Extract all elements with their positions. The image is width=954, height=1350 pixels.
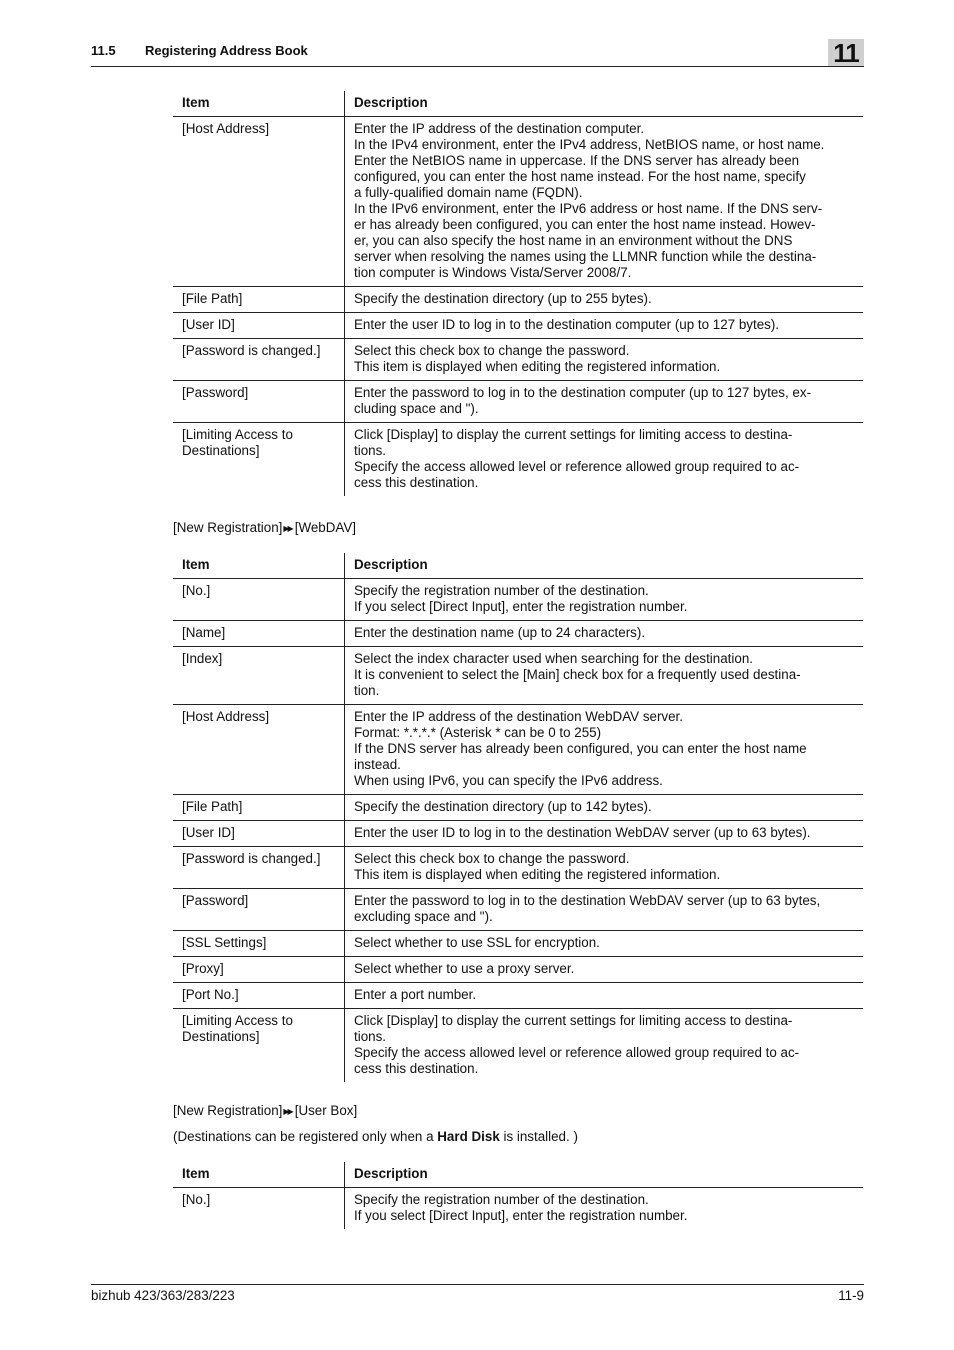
item-cell: [Limiting Access to Destinations] bbox=[173, 423, 345, 497]
table-row bbox=[173, 983, 863, 1009]
description-cell bbox=[345, 795, 864, 821]
user-box-settings-table bbox=[173, 1162, 863, 1229]
breadcrumb-parent: [New Registration] bbox=[173, 1103, 283, 1118]
item-cell: [Password is changed.] bbox=[173, 847, 345, 889]
description-line: cluding space and "). bbox=[354, 401, 479, 416]
table-row bbox=[173, 621, 863, 647]
description-cell bbox=[345, 1188, 864, 1230]
description-line: Select this check box to change the password. bbox=[354, 343, 630, 358]
description-line: If you select [Direct Input], enter the registration number. bbox=[354, 599, 688, 614]
chapter-badge: 11 bbox=[828, 39, 864, 66]
description-line: tions. bbox=[354, 443, 387, 458]
description-line: Enter the password to log in to the destination WebDAV server (up to 63 bytes, bbox=[354, 893, 821, 908]
description-cell bbox=[345, 1009, 864, 1083]
table-row bbox=[173, 423, 863, 497]
description-line: Enter the IP address of the destination computer. bbox=[354, 121, 645, 136]
double-arrow-icon: ▶▶ bbox=[283, 524, 292, 533]
breadcrumb-parent: [New Registration] bbox=[173, 520, 283, 535]
description-line: In the IPv4 environment, enter the IPv4 address, NetBIOS name, or host name. bbox=[354, 137, 825, 152]
column-header-description: Description bbox=[345, 91, 864, 117]
item-cell: [File Path] bbox=[173, 795, 345, 821]
description-line: Specify the destination directory (up to 255 bytes). bbox=[354, 291, 652, 306]
description-cell bbox=[345, 847, 864, 889]
section-title: Registering Address Book bbox=[145, 43, 308, 58]
description-line: er has already been configured, you can enter the host name instead. Howev- bbox=[354, 217, 816, 232]
model-name: bizhub 423/363/283/223 bbox=[91, 1288, 235, 1303]
description-line: Specify the access allowed level or reference allowed group required to ac- bbox=[354, 459, 800, 474]
description-line: Select whether to use SSL for encryption. bbox=[354, 935, 600, 950]
table-header-row bbox=[173, 1162, 863, 1188]
section-number: 11.5 bbox=[91, 43, 116, 58]
breadcrumb-user-box bbox=[173, 1103, 357, 1118]
table-row bbox=[173, 647, 863, 705]
description-line: tion. bbox=[354, 683, 380, 698]
item-cell: [Index] bbox=[173, 647, 345, 705]
table-row bbox=[173, 821, 863, 847]
description-line: If the DNS server has already been configured, you can enter the host name bbox=[354, 741, 807, 756]
table-row bbox=[173, 287, 863, 313]
table-row bbox=[173, 339, 863, 381]
description-line: Enter the user ID to log in to the destination WebDAV server (up to 63 bytes). bbox=[354, 825, 811, 840]
table-row bbox=[173, 931, 863, 957]
description-cell bbox=[345, 313, 864, 339]
description-cell bbox=[345, 339, 864, 381]
webdav-settings-table bbox=[173, 553, 863, 1082]
table-row bbox=[173, 117, 863, 287]
description-line: Format: *.*.*.* (Asterisk * can be 0 to 255) bbox=[354, 725, 602, 740]
description-cell bbox=[345, 621, 864, 647]
description-line: Enter the NetBIOS name in uppercase. If the DNS server has already been bbox=[354, 153, 800, 168]
table-header-row bbox=[173, 553, 863, 579]
description-cell bbox=[345, 117, 864, 287]
description-line: cess this destination. bbox=[354, 475, 479, 490]
page-header bbox=[91, 40, 864, 67]
item-cell: [No.] bbox=[173, 579, 345, 621]
description-line: Enter the IP address of the destination WebDAV server. bbox=[354, 709, 683, 724]
description-line: server when resolving the names using the LLMNR function while the destina- bbox=[354, 249, 817, 264]
description-line: Specify the registration number of the destination. bbox=[354, 1192, 649, 1207]
item-cell: [Proxy] bbox=[173, 957, 345, 983]
item-cell: [File Path] bbox=[173, 287, 345, 313]
description-line: er, you can also specify the host name in an environment without the DNS bbox=[354, 233, 793, 248]
item-cell: [SSL Settings] bbox=[173, 931, 345, 957]
description-cell bbox=[345, 423, 864, 497]
description-line: Specify the destination directory (up to 142 bytes). bbox=[354, 799, 652, 814]
description-line: Click [Display] to display the current settings for limiting access to destina- bbox=[354, 1013, 793, 1028]
column-header-item: Item bbox=[173, 1162, 345, 1188]
item-cell: [Port No.] bbox=[173, 983, 345, 1009]
item-cell: [Host Address] bbox=[173, 705, 345, 795]
description-line: tions. bbox=[354, 1029, 387, 1044]
description-line: It is convenient to select the [Main] check box for a frequently used destina- bbox=[354, 667, 801, 682]
table-row bbox=[173, 313, 863, 339]
description-line: Enter the user ID to log in to the destination computer (up to 127 bytes). bbox=[354, 317, 780, 332]
item-cell: [Password] bbox=[173, 381, 345, 423]
description-line: In the IPv6 environment, enter the IPv6 address or host name. If the DNS serv- bbox=[354, 201, 823, 216]
page-footer bbox=[91, 1284, 864, 1303]
description-line: a fully-qualified domain name (FQDN). bbox=[354, 185, 583, 200]
double-arrow-icon: ▶▶ bbox=[283, 1107, 292, 1116]
description-cell bbox=[345, 287, 864, 313]
hard-disk-note bbox=[173, 1129, 578, 1144]
description-line: This item is displayed when editing the registered information. bbox=[354, 359, 721, 374]
description-cell bbox=[345, 579, 864, 621]
description-line: tion computer is Windows Vista/Server 2008/7. bbox=[354, 265, 632, 280]
table-row bbox=[173, 705, 863, 795]
description-line: Enter the destination name (up to 24 characters). bbox=[354, 625, 646, 640]
description-cell bbox=[345, 889, 864, 931]
item-cell: [Name] bbox=[173, 621, 345, 647]
description-line: configured, you can enter the host name instead. For the host name, specify bbox=[354, 169, 806, 184]
table-row bbox=[173, 579, 863, 621]
table-row bbox=[173, 957, 863, 983]
description-line: excluding space and "). bbox=[354, 909, 493, 924]
note-bold-term: Hard Disk bbox=[437, 1129, 500, 1144]
item-cell: [Password is changed.] bbox=[173, 339, 345, 381]
description-cell bbox=[345, 705, 864, 795]
description-line: Select the index character used when searching for the destination. bbox=[354, 651, 753, 666]
description-cell bbox=[345, 983, 864, 1009]
column-header-description: Description bbox=[345, 553, 864, 579]
description-line: Enter the password to log in to the destination computer (up to 127 bytes, ex- bbox=[354, 385, 812, 400]
description-line: Enter a port number. bbox=[354, 987, 477, 1002]
table-row bbox=[173, 1009, 863, 1083]
item-cell: [Password] bbox=[173, 889, 345, 931]
page-number: 11-9 bbox=[838, 1288, 864, 1303]
description-cell bbox=[345, 957, 864, 983]
description-line: When using IPv6, you can specify the IPv6 address. bbox=[354, 773, 663, 788]
note-text-before: (Destinations can be registered only when a bbox=[173, 1129, 438, 1144]
note-text-after: is installed. ) bbox=[499, 1129, 578, 1144]
description-line: Specify the registration number of the destination. bbox=[354, 583, 649, 598]
breadcrumb-current: [WebDAV] bbox=[294, 520, 356, 535]
description-line: instead. bbox=[354, 757, 401, 772]
description-line: cess this destination. bbox=[354, 1061, 479, 1076]
item-cell: [User ID] bbox=[173, 821, 345, 847]
description-line: If you select [Direct Input], enter the registration number. bbox=[354, 1208, 688, 1223]
item-cell: [User ID] bbox=[173, 313, 345, 339]
table-row bbox=[173, 1188, 863, 1230]
description-cell bbox=[345, 821, 864, 847]
description-cell bbox=[345, 647, 864, 705]
smb-settings-table bbox=[173, 91, 863, 496]
description-line: This item is displayed when editing the registered information. bbox=[354, 867, 721, 882]
description-cell bbox=[345, 381, 864, 423]
item-cell: [Host Address] bbox=[173, 117, 345, 287]
breadcrumb-webdav bbox=[173, 520, 356, 535]
item-cell: [No.] bbox=[173, 1188, 345, 1230]
description-cell bbox=[345, 931, 864, 957]
description-line: Select this check box to change the password. bbox=[354, 851, 630, 866]
table-header-row bbox=[173, 91, 863, 117]
table-row bbox=[173, 889, 863, 931]
description-line: Click [Display] to display the current settings for limiting access to destina- bbox=[354, 427, 793, 442]
column-header-item: Item bbox=[173, 91, 345, 117]
description-line: Specify the access allowed level or reference allowed group required to ac- bbox=[354, 1045, 800, 1060]
column-header-item: Item bbox=[173, 553, 345, 579]
table-row bbox=[173, 381, 863, 423]
breadcrumb-current: [User Box] bbox=[294, 1103, 358, 1118]
table-row bbox=[173, 847, 863, 889]
column-header-description: Description bbox=[345, 1162, 864, 1188]
description-line: Select whether to use a proxy server. bbox=[354, 961, 575, 976]
item-cell: [Limiting Access to Destinations] bbox=[173, 1009, 345, 1083]
table-row bbox=[173, 795, 863, 821]
